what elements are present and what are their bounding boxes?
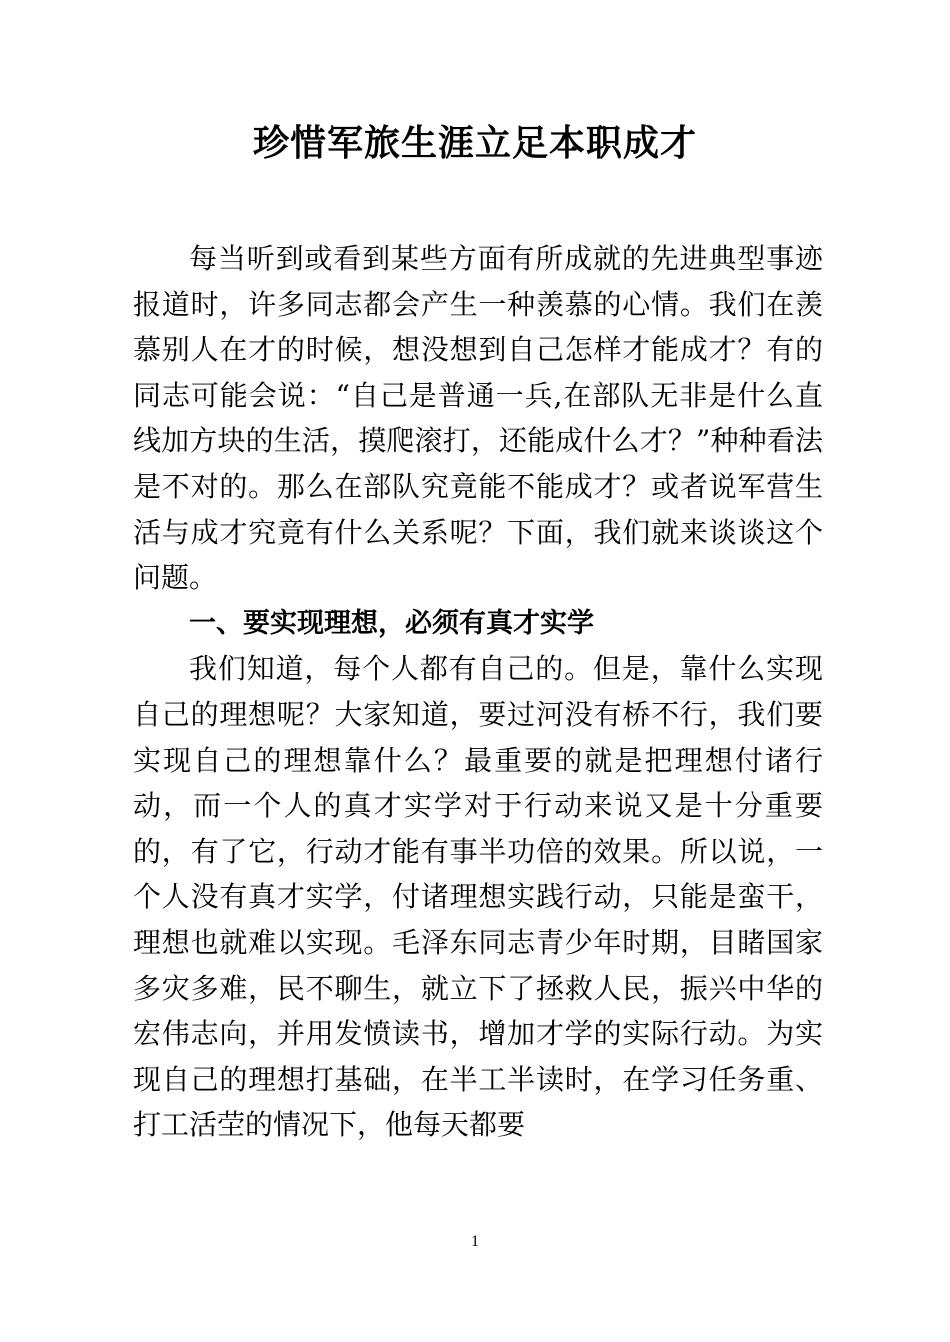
section-1-paragraph: 我们知道，每个人都有自己的。但是，靠什么实现自己的理想呢？大家知道，要过河没有桥不行，我们要实现自己的理想靠什么？最重要的就是把理想付诸行动，而一个人的真才实学对于行动来说又是十分重要的，有了它，行动才能有事半功倍的效果。所以说，一个人没有真才实学，付诸理想实践行动，只能是蛮干，理想也就难以实现。毛泽东同志青少年时期，目睹国家多灾多难，民不聊生，就立下了拯救人民，振兴中华的宏伟志向，并用发愤读书，增加才学的实际行动。为实现自己的理想打基础，在半工半读时，在学习任务重、打工活茔的情况下，他每天都要 <box>133 652 823 1142</box>
document-title: 珍惜军旅生涯立足本职成才 <box>252 123 697 164</box>
document-body <box>133 236 823 1148</box>
page-number: 1 <box>471 1233 479 1250</box>
intro-paragraph: 每当听到或看到某些方面有所成就的先进典型事迹报道时，许多同志都会产生一种羡慕的心情。我们在羡慕别人在才的时候，想没想到自己怎样才能成才？有的同志可能会说：“自己是普通一兵,在部队无非是什么直线加方块的生活，摸爬滚打，还能成什么才？”种种看法是不对的。那么在部队究竟能不能成才？或者说军营生活与成才究竟有什么关系呢？下面，我们就来谈谈这个问题。 <box>133 242 823 595</box>
section-heading-1: 一、要实现理想，必须有真才实学 <box>189 607 594 639</box>
